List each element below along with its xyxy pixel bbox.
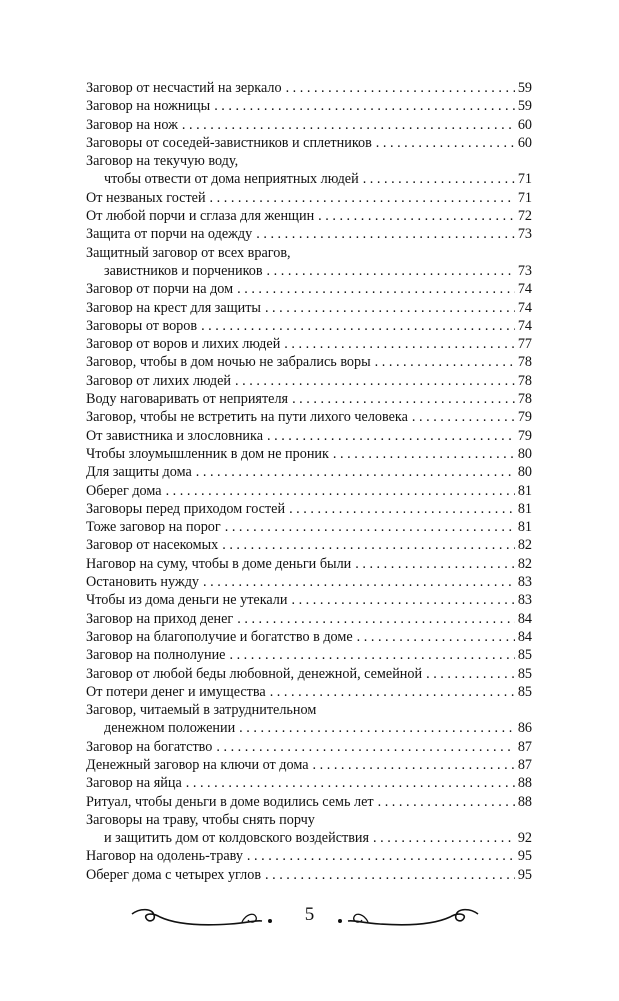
toc-page-number: 80: [517, 445, 532, 462]
dot-leader: [373, 829, 515, 847]
dot-leader: [229, 646, 514, 664]
toc-entry-title: Заговор на богатство: [86, 738, 213, 755]
toc-page-number: 84: [517, 628, 532, 645]
toc-entry-title: Заговор, чтобы не встретить на пути лихого человека: [86, 409, 408, 426]
toc-entry: [86, 738, 532, 756]
toc-entry-title: Заговор от насекомых: [86, 537, 219, 554]
toc-page-number: 95: [517, 848, 532, 865]
toc-page-number: 86: [517, 720, 532, 737]
toc-page-number: 83: [517, 574, 532, 591]
toc-entry-title: Заговор на полнолуние: [86, 647, 226, 664]
toc-entry-title: Заговор на нож: [86, 116, 178, 133]
toc-entry-title: Наговор на суму, чтобы в доме деньги были: [86, 555, 352, 572]
toc-page-number: 81: [517, 500, 532, 517]
toc-page-number: 74: [517, 317, 532, 334]
toc-page-number: 72: [517, 208, 532, 225]
toc-entry: [86, 536, 532, 554]
dot-leader: [363, 170, 515, 188]
dot-leader: [182, 116, 515, 134]
toc-entry: [86, 774, 532, 792]
toc-entry: [86, 573, 532, 591]
toc-entry: [86, 79, 532, 97]
dot-leader: [318, 207, 515, 225]
toc-entry-title: Заговор на приход денег: [86, 610, 234, 627]
toc-page-number: 87: [517, 756, 532, 773]
toc-entry-title: Заговор, читаемый в затруднительном: [86, 702, 317, 719]
toc-entry-title: Ритуал, чтобы деньги в доме водились семь лет: [86, 793, 374, 810]
toc-entry: [86, 482, 532, 500]
dot-leader: [237, 280, 515, 298]
toc-entry-title: Заговор, чтобы в дом ночью не забрались воры: [86, 354, 371, 371]
toc-page-number: 60: [517, 134, 532, 151]
dot-leader: [284, 335, 515, 353]
toc-page-number: 71: [517, 189, 532, 206]
toc-entry-title: Заговор от несчастий на зеркало: [86, 80, 282, 96]
toc-page-number: 92: [517, 830, 532, 847]
dot-leader: [225, 518, 515, 536]
toc-entry-title: Тоже заговор на порог: [86, 519, 221, 536]
toc-entry-title: Чтобы из дома деньги не утекали: [86, 592, 288, 609]
toc-page-number: 74: [517, 299, 532, 316]
toc-page-number: 85: [517, 665, 532, 682]
toc-entry-title: Заговор на крест для защиты: [86, 299, 261, 316]
toc-entry: [86, 866, 532, 884]
dot-leader: [357, 628, 515, 646]
toc-page-number: 85: [517, 683, 532, 700]
dot-leader: [333, 445, 515, 463]
toc-page-number: 81: [517, 482, 532, 499]
toc-entry: [86, 244, 532, 281]
toc-entry-title: Оберег дома с четырех углов: [86, 866, 262, 883]
toc-entry-title: От незваных гостей: [86, 189, 206, 206]
dot-leader: [267, 262, 515, 280]
dot-leader: [313, 756, 515, 774]
dot-leader: [201, 317, 515, 335]
toc-entry: [86, 207, 532, 225]
dot-leader: [216, 738, 514, 756]
toc-entry-title-continuation: и защитить дом от колдовского воздействия: [104, 830, 370, 847]
toc-entry: [86, 665, 532, 683]
toc-entry-title: Заговор на благополучие и богатство в доме: [86, 628, 353, 645]
toc-entry: [86, 646, 532, 664]
dot-leader: [222, 536, 515, 554]
toc-page-number: 71: [517, 171, 532, 188]
toc-page-number: 87: [517, 738, 532, 755]
dot-leader: [214, 97, 515, 115]
toc-entry-title-continuation: чтобы отвести от дома неприятных людей: [104, 171, 359, 188]
toc-page-number: 78: [517, 391, 532, 408]
toc-entry: [86, 116, 532, 134]
dot-leader: [378, 793, 515, 811]
toc-entry: [86, 610, 532, 628]
toc-entry-title: Заговор на текучую воду,: [86, 153, 239, 170]
toc-entry-title: Заговор от любой беды любовной, денежной, семейной: [86, 665, 423, 682]
toc-entry-title: Заговор от лихих людей: [86, 372, 232, 389]
toc-entry-title: Для защиты дома: [86, 464, 192, 481]
toc-page-number: 88: [517, 793, 532, 810]
toc-entry: [86, 591, 532, 609]
dot-leader: [291, 591, 514, 609]
toc-entry: [86, 793, 532, 811]
toc-entry: [86, 683, 532, 701]
toc-page-number: 73: [517, 262, 532, 279]
toc-entry-title: Заговор от воров и лихих людей: [86, 336, 281, 353]
toc-page-number: 85: [517, 647, 532, 664]
page-number: 5: [304, 904, 315, 925]
toc-page-number: 82: [517, 555, 532, 572]
dot-leader: [289, 500, 515, 518]
toc-entry-title: От потери денег и имущества: [86, 683, 266, 700]
toc-page-number: 83: [517, 592, 532, 609]
dot-leader: [265, 299, 515, 317]
toc-entry-title-continuation: завистников и порчеников: [104, 262, 263, 279]
dot-leader: [355, 555, 515, 573]
dot-leader: [237, 610, 515, 628]
toc-entry: [86, 518, 532, 536]
toc-entry-title: От любой порчи и сглаза для женщин: [86, 208, 315, 225]
dot-leader: [166, 482, 515, 500]
toc-entry-title-continuation: денежном положении: [104, 720, 236, 737]
toc-entry: [86, 701, 532, 738]
toc-entry: [86, 152, 532, 189]
toc-entry: [86, 280, 532, 298]
toc-page-number: 80: [517, 464, 532, 481]
toc-entry-title: Заговоры перед приходом гостей: [86, 500, 286, 517]
toc-entry: [86, 225, 532, 243]
toc-page-number: 78: [517, 372, 532, 389]
dot-leader: [186, 774, 515, 792]
toc-entry: [86, 353, 532, 371]
toc-page-number: 79: [517, 409, 532, 426]
toc-page-number: 78: [517, 354, 532, 371]
dot-leader: [292, 390, 515, 408]
dot-leader: [426, 665, 515, 683]
toc-entry: [86, 408, 532, 426]
toc-entry-title: Воду наговаривать от неприятеля: [86, 391, 289, 408]
toc-page-number: 88: [517, 775, 532, 792]
dot-leader: [267, 427, 515, 445]
toc-entry-title: Остановить нужду: [86, 574, 200, 591]
toc-page-number: 77: [517, 336, 532, 353]
toc-entry: [86, 317, 532, 335]
dot-leader: [270, 683, 515, 701]
dot-leader: [196, 463, 515, 481]
dot-leader: [239, 719, 515, 737]
dot-leader: [247, 847, 515, 865]
toc-entry-title: Наговор на одолень-траву: [86, 848, 243, 865]
dot-leader: [412, 408, 515, 426]
toc-entry-title: Защита от порчи на одежду: [86, 226, 253, 243]
toc-entry-title: Заговоры от воров: [86, 317, 198, 334]
dot-leader: [376, 134, 515, 152]
dot-leader: [235, 372, 515, 390]
toc-entry: [86, 847, 532, 865]
toc-entry-title: Чтобы злоумышленник в дом не проник: [86, 445, 329, 462]
ornament-right-icon: [330, 906, 480, 930]
toc-page-number: 95: [517, 866, 532, 883]
toc-entry: [86, 628, 532, 646]
toc-entry: [86, 555, 532, 573]
dot-leader: [256, 225, 515, 243]
dot-leader: [265, 866, 515, 884]
table-of-contents: [86, 79, 532, 884]
toc-page-number: 81: [517, 519, 532, 536]
toc-entry-title: Защитный заговор от всех врагов,: [86, 244, 291, 261]
toc-entry-title: Заговор от порчи на дом: [86, 281, 234, 298]
toc-entry-title: Заговоры на траву, чтобы снять порчу: [86, 811, 315, 828]
toc-entry-title: Заговоры от соседей-завистников и сплетников: [86, 134, 372, 151]
toc-entry: [86, 500, 532, 518]
toc-page-number: 79: [517, 427, 532, 444]
toc-entry-title: Оберег дома: [86, 482, 162, 499]
toc-entry: [86, 97, 532, 115]
toc-entry-title: Денежный заговор на ключи от дома: [86, 756, 309, 773]
toc-page-number: 74: [517, 281, 532, 298]
toc-page-number: 60: [517, 116, 532, 133]
toc-entry: [86, 299, 532, 317]
dot-leader: [203, 573, 515, 591]
toc-page-number: 82: [517, 537, 532, 554]
dot-leader: [210, 189, 515, 207]
toc-page-number: 59: [517, 98, 532, 115]
toc-entry: [86, 189, 532, 207]
toc-entry-title: Заговор на ножницы: [86, 98, 211, 115]
dot-leader: [375, 353, 515, 371]
toc-entry: [86, 134, 532, 152]
toc-entry-title: От завистника и злословника: [86, 427, 263, 444]
toc-page-number: 73: [517, 226, 532, 243]
toc-entry: [86, 445, 532, 463]
toc-entry: [86, 335, 532, 353]
toc-entry: [86, 756, 532, 774]
toc-entry: [86, 372, 532, 390]
page-footer: [0, 900, 619, 940]
toc-entry-title: Заговор на яйца: [86, 775, 182, 792]
dot-leader: [286, 79, 515, 97]
toc-entry: [86, 427, 532, 445]
toc-page-number: 84: [517, 610, 532, 627]
toc-entry: [86, 811, 532, 848]
toc-page-number: 59: [517, 80, 532, 96]
toc-entry: [86, 463, 532, 481]
toc-entry: [86, 390, 532, 408]
